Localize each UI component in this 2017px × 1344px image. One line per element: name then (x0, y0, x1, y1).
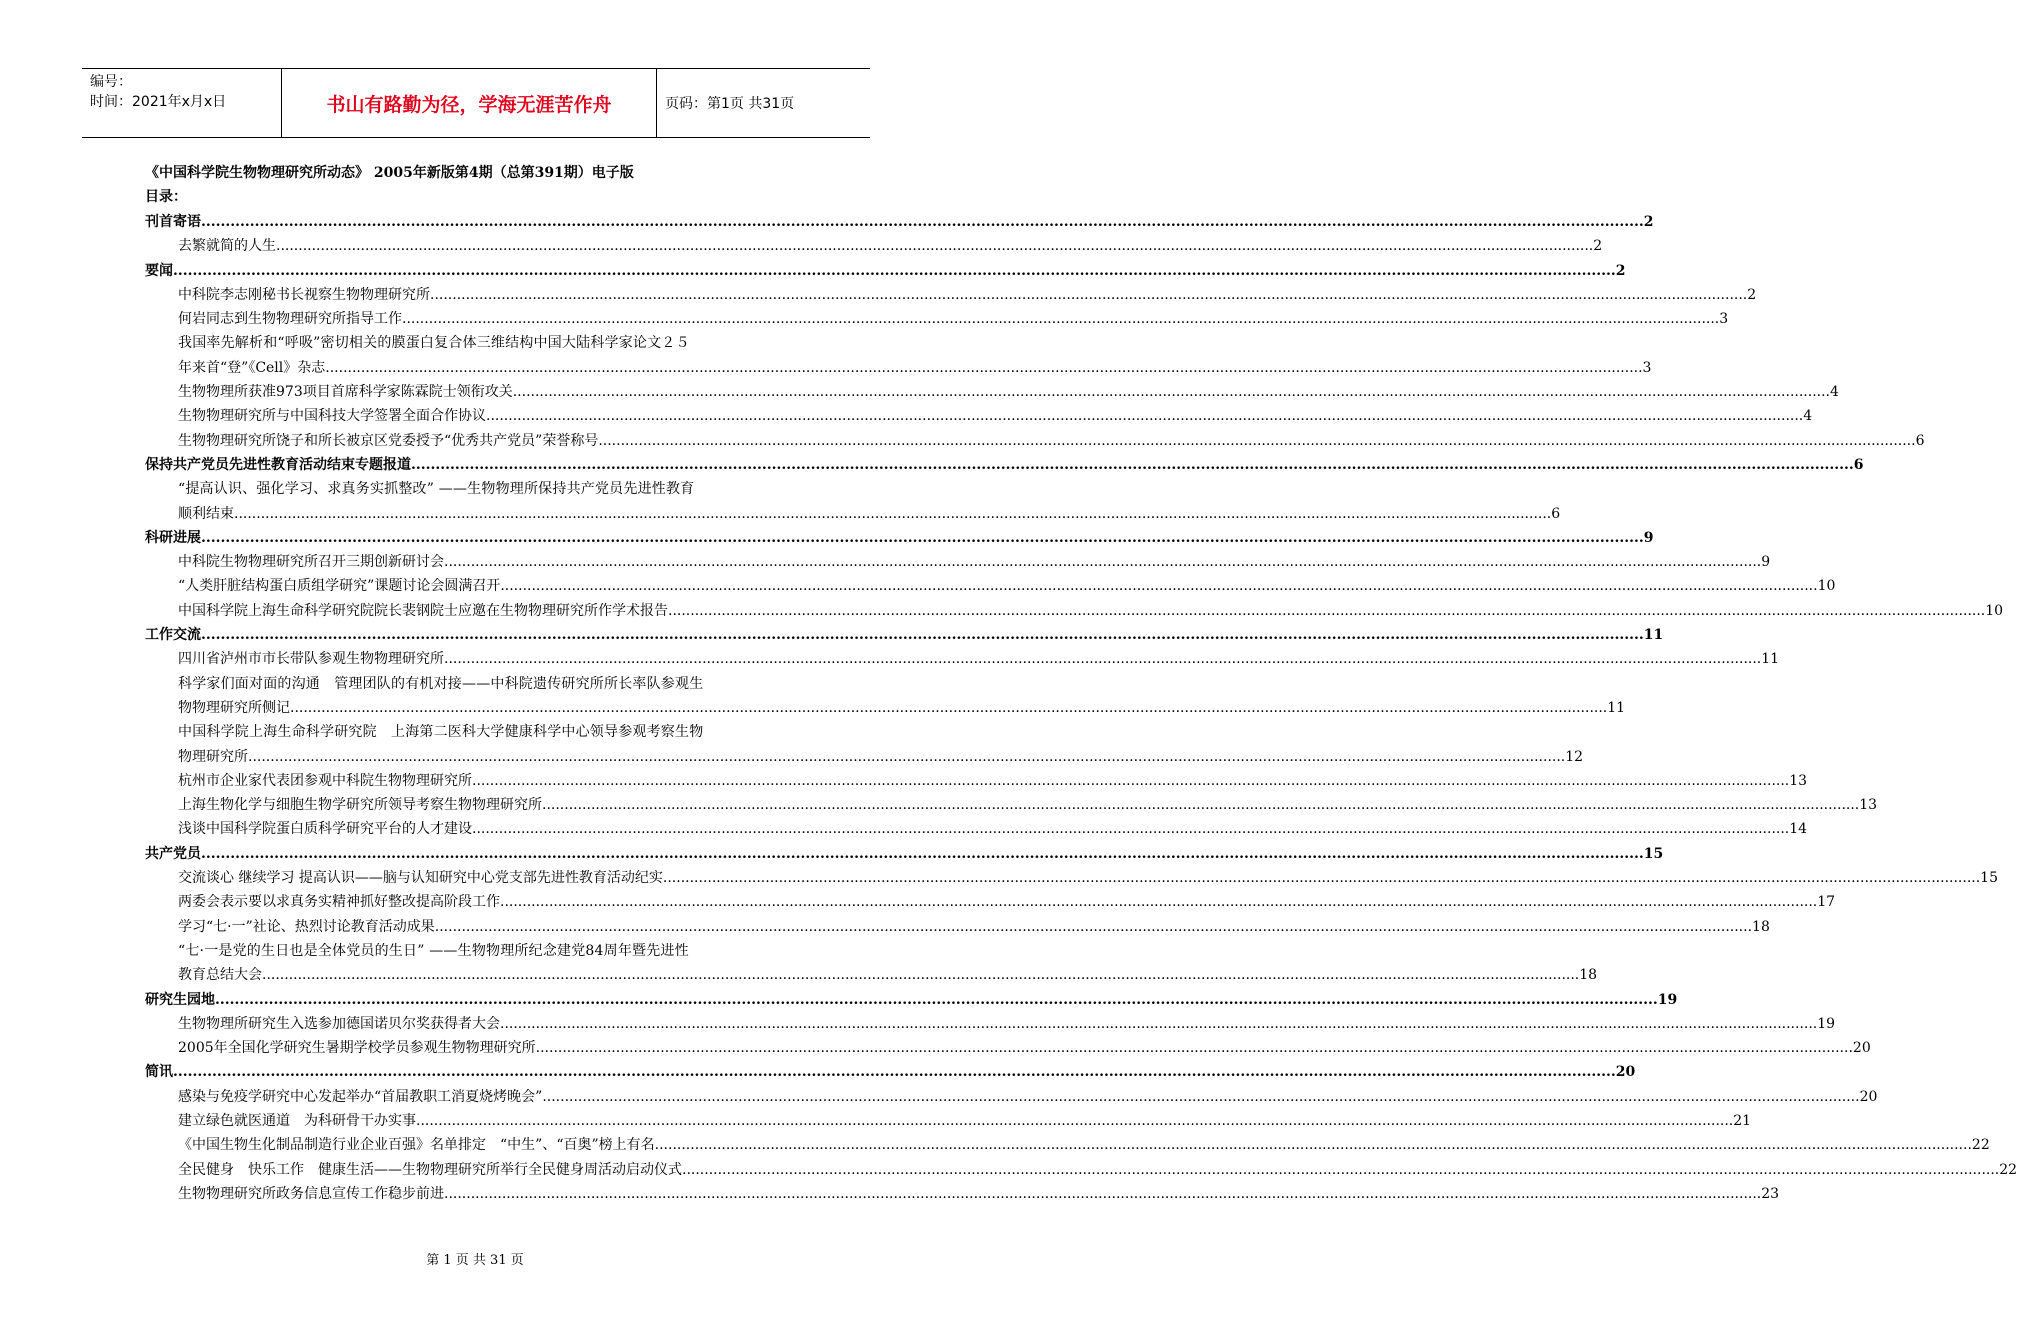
toc-entry[interactable] (145, 1012, 1836, 1036)
toc-page-number: 14 (1789, 821, 1808, 838)
toc-leader-dots (536, 1036, 1853, 1060)
document-title: 《中国科学院生物物理研究所动态》 2005年新版第4期（总第391期）电子版 (145, 165, 634, 181)
toc-page-number: 3 (1642, 359, 1652, 376)
toc-title: 中科院李志刚秘书长视察生物物理研究所 (178, 286, 430, 303)
toc-leader-dots (430, 283, 1747, 307)
toc-leader-dots (411, 453, 1854, 477)
toc-title: 教育总结大会 (178, 967, 262, 984)
toc-section[interactable] (145, 623, 1664, 647)
toc-leader-dots (655, 1133, 1972, 1157)
toc-leader-dots (416, 1109, 1733, 1133)
toc-page-number: 15 (1980, 870, 1998, 887)
toc-entry[interactable] (145, 1036, 1871, 1060)
page-footer: 第 1 页 共 31 页 (426, 1253, 524, 1268)
toc-leader-dots (444, 1182, 1761, 1206)
toc-entry[interactable] (145, 769, 1808, 793)
toc-entry[interactable] (145, 1085, 1878, 1109)
toc-page-number: 9 (1761, 554, 1771, 571)
toc-page-number: 3 (1719, 311, 1729, 328)
toc-section[interactable] (145, 526, 1654, 550)
header-page-info: 页码：第1页 共31页 (665, 96, 795, 112)
toc-page-number: 11 (1643, 627, 1664, 644)
toc-entry[interactable] (145, 793, 1878, 817)
toc-title: 中国科学院上海生命科学研究院院长裴钢院士应邀在生物物理研究所作学术报告 (178, 602, 668, 619)
toc-title: 上海生物化学与细胞生物学研究所领导考察生物物理研究所 (178, 797, 542, 814)
toc-entry[interactable] (145, 429, 1925, 453)
toc-title: 简讯 (145, 1064, 173, 1081)
toc-title: 生物物理研究所与中国科技大学签署全面合作协议 (178, 408, 486, 425)
toc-title: 年来首“登”《Cell》杂志 (178, 359, 326, 376)
toc-entry[interactable] (145, 574, 1836, 598)
toc-title: 物物理研究所侧记 (178, 699, 290, 716)
toc-leader-dots (290, 696, 1607, 720)
toc-page-number: 11 (1761, 651, 1780, 668)
toc-title: 感染与免疫学研究中心发起举办“首届教职工消夏烧烤晚会” (178, 1088, 543, 1105)
toc-entry[interactable] (145, 1158, 2017, 1182)
toc-section[interactable] (145, 988, 1678, 1012)
toc-entry[interactable] (145, 599, 2004, 623)
toc-entry[interactable] (145, 696, 1626, 720)
toc-title: 《中国生物生化制品制造行业企业百强》名单排定 “中生”、“百奥”榜上有名 (178, 1137, 655, 1154)
header-table (82, 68, 870, 138)
toc-leader-dots (472, 817, 1789, 841)
toc-label: 目录： (145, 189, 187, 205)
toc-leader-dots (234, 502, 1551, 526)
toc-leader-dots (325, 356, 1642, 380)
toc-section[interactable] (145, 259, 1626, 283)
toc-entry[interactable] (145, 283, 1757, 307)
toc-leader-dots (201, 623, 1644, 647)
toc-entry-line[interactable]: “七·一是党的生日也是全体党员的生日” ——生物物理所纪念建党84周年暨先进性 (178, 942, 689, 959)
toc-page-number: 22 (1999, 1161, 2017, 1178)
toc-title: 中科院生物物理研究所召开三期创新研讨会 (178, 554, 444, 571)
toc-entry[interactable] (145, 890, 1836, 914)
toc-title: “人类肝脏结构蛋白质组学研究”课题讨论会圆满召开 (178, 578, 501, 595)
toc-title: 杭州市企业家代表团参观中科院生物物理研究所 (178, 772, 472, 789)
toc-leader-dots (173, 259, 1616, 283)
toc-entry[interactable] (145, 817, 1808, 841)
toc-leader-dots (402, 307, 1719, 331)
toc-page-number: 11 (1607, 699, 1626, 716)
code-label: 编号： (90, 74, 132, 90)
toc-page-number: 19 (1657, 991, 1678, 1008)
toc-page-number: 21 (1733, 1112, 1752, 1129)
toc-entry-line[interactable]: 我国率先解析和“呼吸”密切相关的膜蛋白复合体三维结构中国大陆科学家论文２５ (178, 335, 690, 352)
toc-title: 保持共产党员先进性教育活动结束专题报道 (145, 456, 411, 473)
toc-entry[interactable] (145, 963, 1598, 987)
toc-leader-dots (542, 1085, 1859, 1109)
toc-title: 全民健身 快乐工作 健康生活——生物物理研究所举行全民健身周活动启动仪式 (178, 1161, 682, 1178)
toc-title: 生物物理所研究生入选参加德国诺贝尔奖获得者大会 (178, 1015, 500, 1032)
toc-title: 去繁就简的人生 (178, 238, 276, 255)
toc-leader-dots (500, 890, 1817, 914)
toc-title: 四川省泸州市市长带队参观生物物理研究所 (178, 651, 444, 668)
toc-leader-dots (598, 429, 1915, 453)
toc-entry-line[interactable]: 中国科学院上海生命科学研究院 上海第二医科大学健康科学中心领导参观考察生物 (178, 724, 704, 741)
toc-entry[interactable] (145, 1182, 1780, 1206)
header-motto: 书山有路勤为径，学海无涯苦作舟 (282, 69, 657, 137)
toc-leader-dots (276, 234, 1593, 258)
toc-leader-dots (201, 210, 1644, 234)
toc-page-number: 10 (1817, 578, 1836, 595)
toc-title: 物理研究所 (178, 748, 248, 765)
toc-page-number: 9 (1643, 529, 1654, 546)
toc-section[interactable] (145, 842, 1664, 866)
toc-leader-dots (500, 1012, 1817, 1036)
toc-section[interactable] (145, 210, 1654, 234)
toc-page-number: 6 (1551, 505, 1561, 522)
toc-title: 生物物理所获准973项目首席科学家陈霖院士领衔攻关 (178, 384, 513, 401)
toc-title: 两委会表示要以求真务实精神抓好整改提高阶段工作 (178, 894, 500, 911)
toc-leader-dots (542, 793, 1859, 817)
toc-title: 要闻 (145, 262, 173, 279)
toc-page-number: 13 (1859, 797, 1878, 814)
toc-section[interactable] (145, 1060, 1636, 1084)
toc-page-number: 2 (1747, 286, 1757, 303)
toc-entry[interactable] (145, 307, 1729, 331)
toc-page-number: 4 (1830, 384, 1839, 401)
toc-page-number: 20 (1852, 1040, 1871, 1057)
toc-entry[interactable] (145, 380, 1839, 404)
toc-leader-dots (513, 380, 1830, 404)
toc-title: 生物物理研究所饶子和所长被京区党委授予“优秀共产党员”荣誉称号 (178, 432, 599, 449)
toc-leader-dots (472, 769, 1789, 793)
toc-entry[interactable] (145, 915, 1770, 939)
toc-title: 建立绿色就医通道 为科研骨干办实事 (178, 1112, 416, 1129)
toc-title: 生物物理研究所政务信息宣传工作稳步前进 (178, 1185, 444, 1202)
toc-entry[interactable] (145, 356, 1652, 380)
time-label: 时间：2021年x月x日 (90, 94, 227, 110)
toc-leader-dots (201, 842, 1644, 866)
toc-page-number: 4 (1803, 408, 1813, 425)
toc-leader-dots (663, 866, 1980, 890)
toc-title: 2005年全国化学研究生暑期学校学员参观生物物理研究所 (178, 1040, 536, 1057)
toc-page-number: 6 (1853, 456, 1864, 473)
toc-page-number: 23 (1761, 1185, 1780, 1202)
toc-entry[interactable] (145, 234, 1603, 258)
toc-leader-dots (682, 1158, 1999, 1182)
toc-entry-line[interactable]: “提高认识、强化学习、求真务实抓整改” ——生物物理所保持共产党员先进性教育 (178, 481, 695, 498)
toc-entry[interactable] (145, 866, 1998, 890)
toc-leader-dots (500, 574, 1817, 598)
toc-page-number: 2 (1615, 262, 1626, 279)
toc-leader-dots (248, 745, 1565, 769)
toc-leader-dots (201, 526, 1644, 550)
toc-leader-dots (486, 404, 1803, 428)
toc-leader-dots (444, 647, 1761, 671)
toc-title: 研究生园地 (145, 991, 215, 1008)
toc-leader-dots (444, 550, 1761, 574)
header-meta (82, 69, 282, 137)
toc-leader-dots (435, 915, 1752, 939)
toc-title: 工作交流 (145, 627, 201, 644)
toc-page-number: 18 (1752, 918, 1770, 935)
toc-leader-dots (173, 1060, 1616, 1084)
toc-page-number: 12 (1565, 748, 1584, 765)
toc-entry-line[interactable]: 科学家们面对面的沟通 管理团队的有机对接——中科院遗传研究所所长率队参观生 (178, 675, 704, 692)
toc-title: 顺利结束 (178, 505, 234, 522)
toc-leader-dots (215, 988, 1658, 1012)
toc-title: 共产党员 (145, 845, 201, 862)
toc-page-number: 19 (1817, 1015, 1836, 1032)
toc-title: 何岩同志到生物物理研究所指导工作 (178, 311, 402, 328)
toc-title: 科研进展 (145, 529, 201, 546)
toc-entry[interactable] (145, 745, 1584, 769)
toc-page-number: 13 (1789, 772, 1808, 789)
table-of-contents (145, 210, 2017, 1206)
toc-leader-dots (668, 599, 1985, 623)
toc-section[interactable] (145, 453, 1864, 477)
toc-page-number: 20 (1615, 1064, 1636, 1081)
toc-page-number: 17 (1817, 894, 1836, 911)
toc-page-number: 18 (1579, 967, 1598, 984)
toc-entry[interactable] (145, 550, 1771, 574)
toc-title: 浅谈中国科学院蛋白质科学研究平台的人才建设 (178, 821, 472, 838)
toc-page-number: 20 (1859, 1088, 1878, 1105)
toc-title: 交流谈心 继续学习 提高认识——脑与认知研究中心党支部先进性教育活动纪实 (178, 870, 663, 887)
toc-entry[interactable] (145, 647, 1780, 671)
toc-title: 学习“七·一”社论、热烈讨论教育活动成果 (178, 918, 435, 935)
toc-title: 刊首寄语 (145, 214, 201, 230)
toc-entry[interactable] (145, 1133, 1990, 1157)
toc-leader-dots (262, 963, 1579, 987)
toc-page-number: 10 (1985, 602, 2004, 619)
toc-page-number: 2 (1643, 214, 1654, 230)
toc-entry[interactable] (145, 502, 1561, 526)
toc-page-number: 6 (1915, 432, 1925, 449)
toc-page-number: 22 (1971, 1137, 1990, 1154)
toc-page-number: 2 (1593, 238, 1603, 255)
toc-page-number: 15 (1643, 845, 1664, 862)
toc-entry[interactable] (145, 404, 1813, 428)
toc-entry[interactable] (145, 1109, 1752, 1133)
